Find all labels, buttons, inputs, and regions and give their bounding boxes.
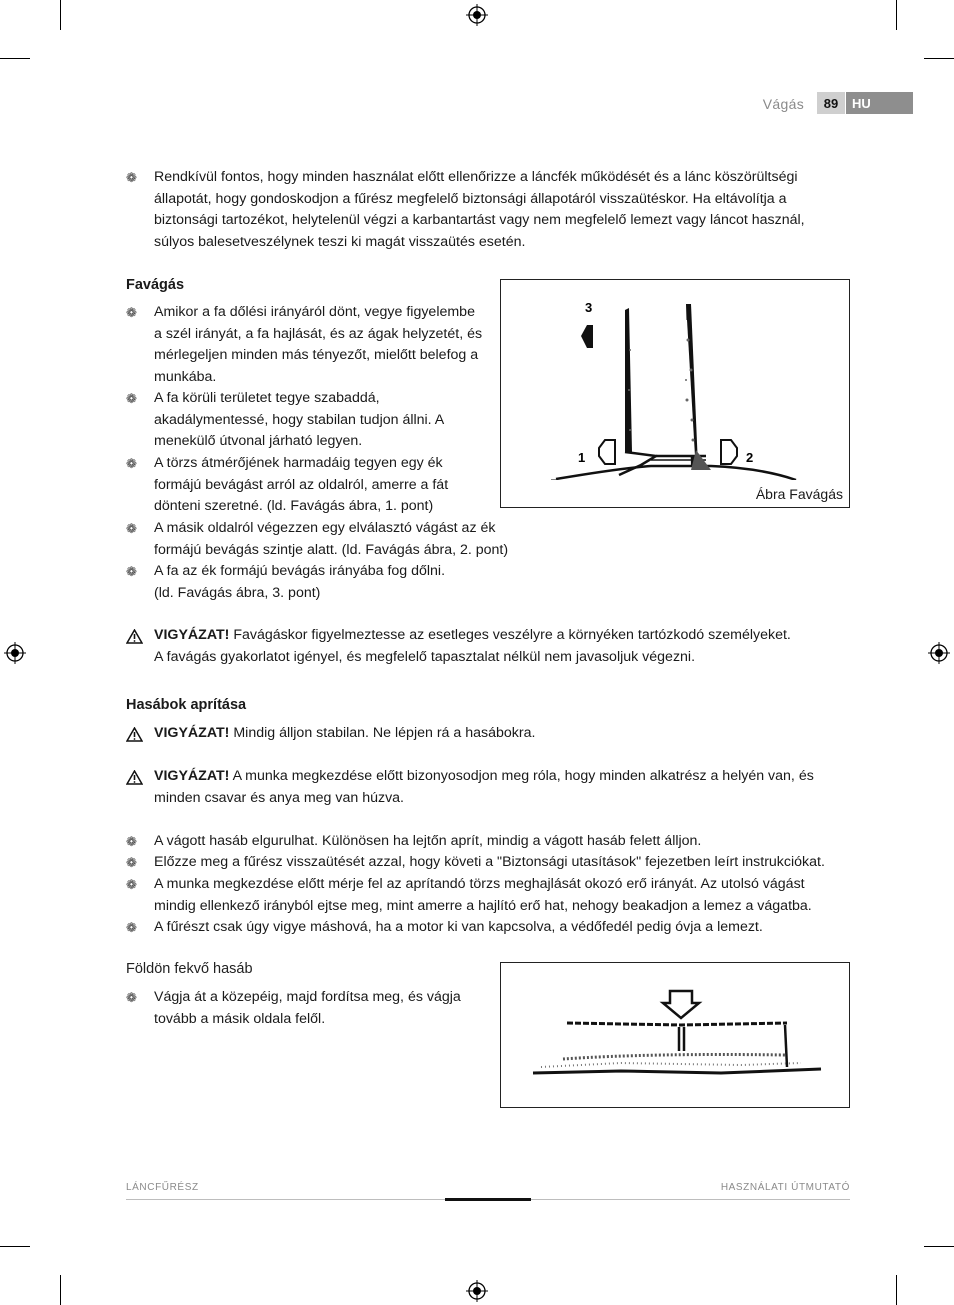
list-item-text: A másik oldalról végezzen egy elválasztó vágást az ék formájú bevágás szintje alatt. (ld. Favágás ábra, 2. pont) (154, 520, 509, 558)
intro-item (126, 167, 832, 253)
warning-text: Favágáskor figyelmeztesse az esetleges veszélyre a környéken tartózkodó személyeket. (229, 627, 791, 643)
warning-text-2: A favágás gyakorlatot igényel, és megfelelő tapasztalat nélkül nem javasoljuk végezni. (154, 648, 696, 665)
warning-label: VIGYÁZAT! (154, 627, 230, 643)
bullet-icon: ❁ (126, 564, 137, 579)
log-figure (500, 962, 850, 1108)
warning-icon (126, 766, 154, 809)
list-item (126, 388, 454, 453)
bullet-icon: ❁ (126, 855, 137, 870)
warning-text: Mindig álljon stabilan. Ne lépjen rá a hasábokra. (229, 725, 536, 741)
bullet-icon: ❁ (126, 391, 137, 406)
list-item (126, 561, 464, 604)
warning-favagas (126, 625, 836, 668)
list-item-text: A fűrészt csak úgy vigye máshová, ha a motor ki van kapcsolva, a védőfedél pedig óvja a lemezt. (154, 919, 763, 935)
warning-label: VIGYÁZAT! (154, 768, 230, 784)
list-item (126, 852, 844, 874)
list-item (126, 831, 844, 853)
list-item-text: Amikor a fa dőlési irányáról dönt, vegye figyelembe a szél irányát, a fa hajlását, és az ágak helyzetét, és mérlegeljen minden más tényezőt, mielőtt belefog a munkába. (154, 304, 483, 385)
warning-label: VIGYÁZAT! (154, 725, 230, 741)
bullet-icon: ❁ (126, 456, 137, 471)
list-item-text: A törzs átmérőjének harmadáig tegyen egy ék formájú bevágást arról az oldalról, amerre a fát dönteni szeretné. (ld. Favágás ábra, 1. pont) (154, 455, 449, 515)
list-item-text: A munka megkezdése előtt mérje fel az aprítandó törzs meghajlását okozó erő irányát. Az utolsó vágást mindig ellenkező irányból ejtse meg, mint amerre a hajlító erő hat, nehogy beakadjon a lemez a vágatba. (154, 876, 812, 914)
crop-mark (0, 58, 30, 59)
crop-mark (896, 1275, 897, 1305)
registration-mark-icon (466, 1280, 488, 1302)
bullet-icon: ❁ (126, 305, 137, 320)
list-item (126, 874, 834, 917)
felling-diagram (501, 280, 849, 480)
crop-mark (0, 1246, 30, 1247)
bullet-icon: ❁ (126, 877, 137, 892)
subsection-heading: Földön fekvő hasáb (126, 961, 253, 977)
list-item (126, 302, 486, 388)
bullet-icon: ❁ (126, 990, 137, 1005)
list-item-text: Előzze meg a fűrész visszaütését azzal, hogy követi a "Biztonsági utasítások" fejezetben leírt instrukciókat. (154, 854, 825, 870)
list-item (126, 453, 472, 518)
section-heading-favagas: Favágás (126, 277, 185, 293)
figure-label-1: 1 (578, 450, 586, 465)
warning-icon (126, 625, 154, 668)
warning-hasabok-1 (126, 723, 836, 747)
footer-right: HASZNÁLATI ÚTMUTATÓ (720, 1182, 850, 1193)
section-title: Vágás (762, 96, 804, 112)
bullet-icon: ❁ (126, 834, 137, 849)
warning-icon (126, 723, 154, 747)
footer-left: LÁNCFŰRÉSZ (126, 1182, 199, 1193)
list-item-text: Vágja át a közepéig, majd fordítsa meg, és vágja tovább a másik oldala felől. (154, 989, 461, 1027)
registration-mark-icon (4, 642, 26, 664)
felling-figure (500, 279, 850, 508)
list-item (126, 917, 844, 939)
section-heading-hasabok: Hasábok aprítása (126, 697, 247, 713)
warning-hasabok-2 (126, 766, 836, 809)
crop-mark (924, 1246, 954, 1247)
registration-mark-icon (466, 4, 488, 26)
figure-caption: Ábra Favágás (755, 486, 843, 502)
list-item (126, 987, 472, 1030)
warning-text-2: minden csavar és anya meg van húzva. (154, 789, 404, 806)
crop-mark (60, 1275, 61, 1305)
list-item-text: A fa körüli területet tegye szabaddá, akadálymentessé, hogy stabilan tudjon állni. A menekülő útvonal járható legyen. (154, 390, 444, 450)
registration-mark-icon (928, 642, 950, 664)
log-diagram (501, 963, 849, 1107)
figure-label-3: 3 (585, 300, 593, 315)
list-item-text: A fa az ék formájú bevágás irányába fog dőlni. (ld. Favágás ábra, 3. pont) (154, 563, 446, 601)
crop-mark (60, 0, 61, 30)
warning-text: A munka megkezdése előtt bizonyosodjon meg róla, hogy minden alkatrész a helyén van, és (229, 768, 814, 784)
page-number: 89 (817, 92, 845, 114)
crop-mark (896, 0, 897, 30)
figure-label-2: 2 (746, 450, 754, 465)
footer-accent (445, 1198, 531, 1201)
bullet-icon: ❁ (126, 521, 137, 536)
intro-text: Rendkívül fontos, hogy minden használat előtt ellenőrizze a láncfék működését és a lánc köszörültségi állapotát, hogy gondoskodjon a fűrész megfelelő biztonsági állapotáról visszaütéskor. Ha eltávolítja a biztonsági tartozékot, helytelenül végzi a karbantartást vagy nem megfelelő lemezt vagy láncot használ, súlyos balesetveszélynek teszi ki magát visszaütés esetén. (154, 169, 805, 250)
language-badge: HU (846, 92, 913, 114)
list-item (126, 518, 542, 561)
bullet-icon: ❁ (126, 170, 137, 185)
bullet-icon: ❁ (126, 920, 137, 935)
crop-mark (924, 58, 954, 59)
list-item-text: A vágott hasáb elgurulhat. Különösen ha lejtőn aprít, mindig a vágott hasáb felett álljon. (154, 833, 702, 849)
